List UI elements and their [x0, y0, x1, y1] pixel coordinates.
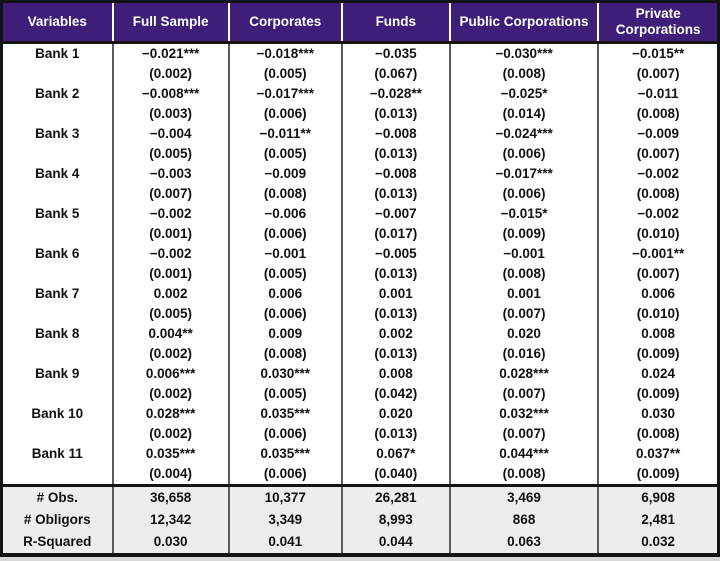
table-row — [2, 244, 719, 284]
summary-cell: 12,342 — [113, 509, 229, 531]
standard-error-value: (0.008) — [636, 186, 680, 201]
coefficient-value: −0.009 — [637, 126, 679, 141]
cell — [229, 84, 342, 124]
column-header: Public Corporations — [450, 2, 598, 43]
coefficient-value: −0.011 — [637, 86, 679, 101]
coefficient-value: −0.003 — [149, 166, 192, 181]
standard-error-value: (0.008) — [636, 106, 680, 121]
cell — [113, 404, 229, 444]
summary-row-label: # Obligors — [2, 509, 113, 531]
summary-cell: 0.063 — [450, 531, 598, 555]
cell — [450, 164, 598, 204]
standard-error-value: (0.006) — [502, 186, 546, 201]
table-row — [2, 164, 719, 204]
standard-error-value: (0.005) — [263, 266, 307, 281]
table-row — [2, 204, 719, 244]
standard-error-value: (0.009) — [636, 386, 680, 401]
standard-error-value: (0.007) — [149, 186, 193, 201]
cell — [229, 364, 342, 404]
cell — [598, 164, 718, 204]
row-label: Bank 4 — [35, 166, 80, 181]
cell — [598, 324, 718, 364]
row-label: Bank 3 — [35, 126, 80, 141]
coefficient-value: −0.009 — [264, 166, 307, 181]
standard-error-value: (0.008) — [636, 426, 680, 441]
row-label: Bank 2 — [35, 86, 80, 101]
coefficient-value: −0.001 — [264, 246, 307, 261]
standard-error-value: (0.005) — [263, 66, 307, 81]
coefficient-value: 0.009 — [268, 326, 303, 341]
coefficient-value: −0.008 — [374, 166, 417, 181]
table-body — [2, 43, 719, 486]
coefficient-value: 0.020 — [378, 406, 413, 421]
cell — [229, 324, 342, 364]
coefficient-value: 0.004** — [148, 326, 193, 341]
table-row — [2, 404, 719, 444]
coefficient-value: −0.024*** — [495, 126, 553, 141]
standard-error-value: (0.008) — [502, 66, 546, 81]
standard-error-value: (0.004) — [149, 466, 193, 481]
standard-error-value: (0.008) — [263, 186, 307, 201]
coefficient-value: 0.006*** — [145, 366, 196, 381]
summary-row — [2, 486, 719, 510]
table-footer — [2, 486, 719, 556]
standard-error-value: (0.006) — [263, 426, 307, 441]
coefficient-value: 0.002 — [153, 286, 188, 301]
summary-cell: 26,281 — [342, 486, 450, 510]
standard-error-value: (0.005) — [263, 386, 307, 401]
cell — [342, 324, 450, 364]
coefficient-value: −0.006 — [264, 206, 307, 221]
standard-error-value: (0.013) — [374, 106, 418, 121]
coefficient-value: −0.002 — [149, 206, 192, 221]
cell — [450, 84, 598, 124]
summary-cell: 2,481 — [598, 509, 718, 531]
cell — [229, 124, 342, 164]
cell — [342, 284, 450, 324]
cell — [342, 164, 450, 204]
coefficient-value: 0.032*** — [499, 406, 549, 421]
standard-error-value: (0.002) — [149, 426, 193, 441]
coefficient-value: −0.025* — [500, 86, 548, 101]
standard-error-value: (0.007) — [636, 146, 680, 161]
cell — [450, 124, 598, 164]
coefficient-value: 0.008 — [641, 326, 676, 341]
coefficient-value: 0.001 — [378, 286, 413, 301]
standard-error-value: (0.005) — [149, 306, 193, 321]
coefficient-value: 0.030 — [641, 406, 676, 421]
coefficient-value: 0.035*** — [260, 446, 311, 461]
standard-error-value: (0.001) — [149, 226, 193, 241]
summary-cell: 0.041 — [229, 531, 342, 555]
cell — [342, 204, 450, 244]
cell — [229, 164, 342, 204]
summary-cell: 0.044 — [342, 531, 450, 555]
cell — [113, 284, 229, 324]
standard-error-value: (0.006) — [263, 226, 307, 241]
column-header: Private Corporations — [598, 2, 718, 43]
cell — [450, 364, 598, 404]
table-row — [2, 284, 719, 324]
standard-error-value: (0.013) — [374, 186, 418, 201]
cell — [113, 124, 229, 164]
coefficient-value: −0.007 — [374, 206, 417, 221]
coefficient-value: −0.018*** — [256, 46, 314, 61]
coefficient-value: −0.017*** — [495, 166, 553, 181]
standard-error-value: (0.005) — [263, 146, 307, 161]
row-label: Bank 6 — [35, 246, 80, 261]
column-header: Corporates — [229, 2, 342, 43]
summary-cell: 10,377 — [229, 486, 342, 510]
coefficient-value: −0.008 — [374, 126, 417, 141]
coefficient-value: −0.030*** — [495, 46, 553, 61]
standard-error-value: (0.016) — [502, 346, 546, 361]
standard-error-value: (0.001) — [149, 266, 193, 281]
standard-error-value: (0.007) — [502, 426, 546, 441]
coefficient-value: 0.028*** — [499, 366, 549, 381]
coefficient-value: 0.044*** — [499, 446, 549, 461]
standard-error-value: (0.003) — [149, 106, 193, 121]
summary-row — [2, 509, 719, 531]
coefficient-value: −0.001 — [503, 246, 545, 261]
standard-error-value: (0.009) — [502, 226, 546, 241]
cell — [450, 204, 598, 244]
table-row — [2, 124, 719, 164]
summary-cell: 0.030 — [113, 531, 229, 555]
standard-error-value: (0.010) — [636, 226, 680, 241]
summary-cell: 6,908 — [598, 486, 718, 510]
cell — [342, 43, 450, 85]
standard-error-value: (0.042) — [374, 386, 418, 401]
cell — [598, 444, 718, 486]
cell — [342, 404, 450, 444]
row-label: Bank 8 — [35, 326, 80, 341]
coefficient-value: −0.001** — [632, 246, 685, 261]
standard-error-value: (0.002) — [149, 386, 193, 401]
table-row — [2, 364, 719, 404]
standard-error-value: (0.013) — [374, 346, 418, 361]
coefficient-value: 0.030*** — [260, 366, 311, 381]
cell — [450, 43, 598, 85]
standard-error-value: (0.006) — [502, 146, 546, 161]
summary-row-label: R-Squared — [2, 531, 113, 555]
standard-error-value: (0.010) — [636, 306, 680, 321]
coefficient-value: −0.004 — [149, 126, 192, 141]
cell — [450, 324, 598, 364]
standard-error-value: (0.007) — [502, 306, 546, 321]
column-header: Variables — [2, 2, 113, 43]
coefficient-value: 0.035*** — [260, 406, 311, 421]
summary-cell: 868 — [450, 509, 598, 531]
coefficient-value: −0.028** — [369, 86, 422, 101]
row-label: Bank 1 — [35, 46, 80, 61]
coefficient-value: −0.011** — [259, 126, 311, 141]
coefficient-value: −0.017*** — [256, 86, 314, 101]
coefficient-value: 0.035*** — [145, 446, 196, 461]
coefficient-value: 0.008 — [378, 366, 413, 381]
cell — [598, 244, 718, 284]
summary-cell: 8,993 — [342, 509, 450, 531]
summary-cell: 3,469 — [450, 486, 598, 510]
standard-error-value: (0.009) — [636, 466, 680, 481]
cell — [450, 244, 598, 284]
cell — [598, 404, 718, 444]
standard-error-value: (0.008) — [502, 466, 546, 481]
standard-error-value: (0.007) — [636, 66, 680, 81]
standard-error-value: (0.013) — [374, 266, 418, 281]
cell — [342, 124, 450, 164]
coefficient-value: 0.020 — [507, 326, 541, 341]
cell — [342, 84, 450, 124]
coefficient-value: −0.002 — [149, 246, 192, 261]
standard-error-value: (0.009) — [636, 346, 680, 361]
row-label: Bank 11 — [31, 446, 83, 461]
coefficient-value: 0.028*** — [145, 406, 196, 421]
standard-error-value: (0.005) — [149, 146, 193, 161]
standard-error-value: (0.013) — [374, 306, 418, 321]
coefficient-value: 0.006 — [268, 286, 303, 301]
coefficient-value: −0.002 — [637, 206, 679, 221]
cell — [229, 43, 342, 85]
header-row — [2, 2, 719, 43]
summary-cell: 3,349 — [229, 509, 342, 531]
cell — [113, 324, 229, 364]
column-header: Funds — [342, 2, 450, 43]
standard-error-value: (0.007) — [636, 266, 680, 281]
coefficient-value: 0.067* — [376, 446, 416, 461]
standard-error-value: (0.002) — [149, 66, 193, 81]
summary-row-label: # Obs. — [2, 486, 113, 510]
standard-error-value: (0.006) — [263, 306, 307, 321]
standard-error-value: (0.006) — [263, 466, 307, 481]
standard-error-value: (0.007) — [502, 386, 546, 401]
cell — [598, 284, 718, 324]
cell — [598, 84, 718, 124]
cell — [342, 444, 450, 486]
standard-error-value: (0.002) — [149, 346, 193, 361]
summary-row — [2, 531, 719, 555]
cell — [113, 244, 229, 284]
coefficient-value: −0.008*** — [141, 86, 200, 101]
coefficient-value: 0.037** — [635, 446, 681, 461]
table-row — [2, 84, 719, 124]
table-row — [2, 43, 719, 85]
standard-error-value: (0.008) — [502, 266, 546, 281]
coefficient-value: −0.002 — [637, 166, 679, 181]
cell — [229, 404, 342, 444]
cell — [229, 204, 342, 244]
standard-error-value: (0.013) — [374, 426, 418, 441]
coefficient-value: 0.002 — [378, 326, 413, 341]
standard-error-value: (0.017) — [374, 226, 418, 241]
standard-error-value: (0.006) — [263, 106, 307, 121]
coefficient-value: 0.024 — [641, 366, 676, 381]
cell — [342, 244, 450, 284]
cell — [342, 364, 450, 404]
standard-error-value: (0.040) — [374, 466, 418, 481]
coefficient-value: −0.015* — [500, 206, 548, 221]
summary-cell: 36,658 — [113, 486, 229, 510]
summary-cell: 0.032 — [598, 531, 718, 555]
table-row — [2, 324, 719, 364]
row-label: Bank 7 — [35, 286, 80, 301]
cell — [113, 204, 229, 244]
coefficient-value: 0.001 — [507, 286, 541, 301]
cell — [598, 364, 718, 404]
cell — [450, 444, 598, 486]
cell — [229, 244, 342, 284]
row-label: Bank 5 — [35, 206, 80, 221]
standard-error-value: (0.067) — [374, 66, 418, 81]
coefficient-value: −0.021*** — [141, 46, 200, 61]
row-label: Bank 10 — [31, 406, 84, 421]
cell — [450, 284, 598, 324]
coefficient-value: 0.006 — [641, 286, 676, 301]
cell — [598, 124, 718, 164]
coefficient-value: −0.035 — [374, 46, 417, 61]
cell — [113, 84, 229, 124]
cell — [598, 43, 718, 85]
cell — [113, 164, 229, 204]
column-header: Full Sample — [113, 2, 229, 43]
standard-error-value: (0.014) — [502, 106, 546, 121]
cell — [598, 204, 718, 244]
cell — [229, 284, 342, 324]
row-label: Bank 9 — [35, 366, 80, 381]
coefficient-value: −0.005 — [374, 246, 417, 261]
cell — [229, 444, 342, 486]
coefficient-value: −0.015** — [632, 46, 685, 61]
table-row — [2, 444, 719, 486]
table-header — [2, 2, 719, 43]
cell — [113, 444, 229, 486]
standard-error-value: (0.008) — [263, 346, 307, 361]
standard-error-value: (0.013) — [374, 146, 418, 161]
cell — [113, 364, 229, 404]
cell — [113, 43, 229, 85]
cell — [450, 404, 598, 444]
